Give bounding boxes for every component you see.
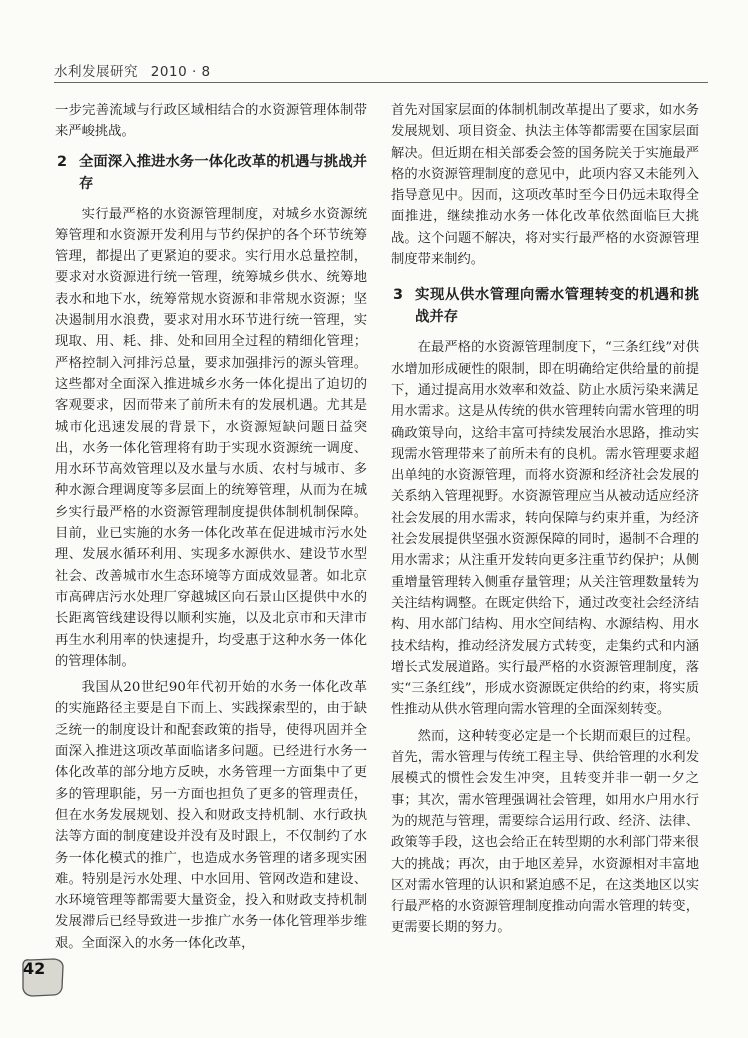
section-3-heading xyxy=(391,284,699,328)
section-2-title: 全面深入推进水务一体化改革的机遇与挑战并存 xyxy=(79,153,367,192)
section-3-title: 实现从供水管理向需水管理转变的机遇和挑战并存 xyxy=(415,287,699,326)
running-header xyxy=(54,60,211,80)
section-2-paragraph-2: 我国从20世纪90年代初开始的水务一体化改革的实施路径主要是自下而上、实践探索型的，由于缺乏统一的制度设计和配套政策的指导，使得巩固并全面深入推进这项改革面临诸多问题。已经进行水务一体化改革的部分地方反映，水务管理一方面集中了更多的管理职能，另一方面也担负了更多的管理责任，但在水务发展规划、投入和财政支持机制、水行政执法等方面的制度建设并没有及时跟上，不仅制约了水务一体化模式的推广，也造成水务管理的诸多现实困难。特别是污水处理、中水回用、管网改造和建设、水环境管理等都需要大量资金，投入和财政支持机制发展滞后已经导致进一步推广水务一体化管理举步维艰。全面深入的水务一体化改革， xyxy=(55,680,367,951)
left-column xyxy=(55,100,367,954)
section-3-number: 3 xyxy=(393,287,404,304)
section-3-paragraph-2: 然而，这种转变必定是一个长期而艰巨的过程。首先，需水管理与传统工程主导、供给管理的水利发展模式的惯性会发生冲突，且转变并非一朝一夕之事；其次，需水管理强调社会管理，如用水户用水行为的规范与管理，需要综合运用行政、经济、法律、政策等手段，这也会给正在转型期的水利部门带来很大的挑战；再次，由于地区差异，水资源相对丰富地区对需水管理的认识和紧迫感不足，在这类地区以实行最严格的水资源管理制度推动向需水管理的转变，更需要长期的努力。 xyxy=(391,728,699,936)
section-2-heading xyxy=(55,151,367,195)
right-column xyxy=(391,100,699,939)
page-number: 42 xyxy=(23,959,46,978)
header-rule xyxy=(54,82,708,83)
section-2-number: 2 xyxy=(57,153,68,170)
intro-paragraph: 一步完善流域与行政区域相结合的水资源管理体制带来严峻挑战。 xyxy=(55,103,367,140)
section-2-paragraph-1: 实行最严格的水资源管理制度，对城乡水资源统筹管理和水资源开发利用与节约保护的各个环节统筹管理，都提出了更紧迫的要求。实行用水总量控制，要求对水资源进行统一管理，统筹城乡供水、统筹地表水和地下水，统筹常规水资源和非常规水资源；坚决遏制用水浪费，要求对用水环节进行统一管理，实现取、用、耗、排、处和回用全过程的精细化管理；严格控制入河排污总量，要求加强排污的源头管理。这些都对全面深入推进城乡水务一体化提出了迫切的客观要求，因而带来了前所未有的发展机遇。尤其是城市化迅速发展的背景下，水资源短缺问题日益突出，水务一体化管理将有助于实现水资源统一调度、用水环节高效管理以及水量与水质、农村与城市、多种水源合理调度等多层面上的统筹管理，从而为在城乡实行最严格的水资源管理制度提供体制机制保障。目前，业已实施的水务一体化改革在促进城市污水处理、发展水循环利用、实现多水源供水、建设节水型社会、改善城市水生态环境等方面成效显著。如北京市高碑店污水处理厂穿越城区向石景山区提供中水的长距离管线建设得以顺利实施，以及北京市和天津市再生水利用率的快速提升，均受惠于这种水务一体化的管理体制。 xyxy=(55,206,367,669)
issue-number: 2010 · 8 xyxy=(150,64,211,80)
continued-paragraph: 首先对国家层面的体制机制改革提出了要求，如水务发展规划、项目资金、执法主体等都需要在国家层面解决。但近期在相关部委会签的国务院关于实施最严格的水资源管理制度的意见中，此项内容又未能列入指导意见中。因而，这项改革时至今日仍远未取得全面推进，继续推动水务一体化改革依然面临巨大挑战。这个问题不解决，将对实行最严格的水资源管理制度带来制约。 xyxy=(391,103,699,268)
section-3-paragraph-1: 在最严格的水资源管理制度下，“三条红线”对供水增加形成硬性的限制，即在明确给定供给量的前提下，通过提高用水效率和效益、防止水质污染来满足用水需求。这是从传统的供水管理转向需水管理的明确政策导向，这给丰富可持续发展治水思路，推动实现需水管理带来了前所未有的良机。需水管理要求超出单纯的水资源管理，而将水资源和经济社会发展的关系纳入管理视野。水资源管理应当从被动适应经济社会发展的用水需求，转向保障与约束并重，为经济社会发展提供坚强水资源保障的同时，遏制不合理的用水需求；从注重开发转向更多注重节约保护；从侧重增量管理转入侧重存量管理；从关注管理数量转为关注结构调整。在既定供给下，通过改变社会经济结构、用水部门结构、用水空间结构、水源结构、用水技术结构，推动经济发展方式转变，走集约式和内涵增长式发展道路。实行最严格的水资源管理制度，落实“三条红线”，形成水资源既定供给的约束，将实质性推动从供水管理向需水管理的全面深刻转变。 xyxy=(391,340,699,718)
journal-title: 水利发展研究 xyxy=(54,64,138,80)
